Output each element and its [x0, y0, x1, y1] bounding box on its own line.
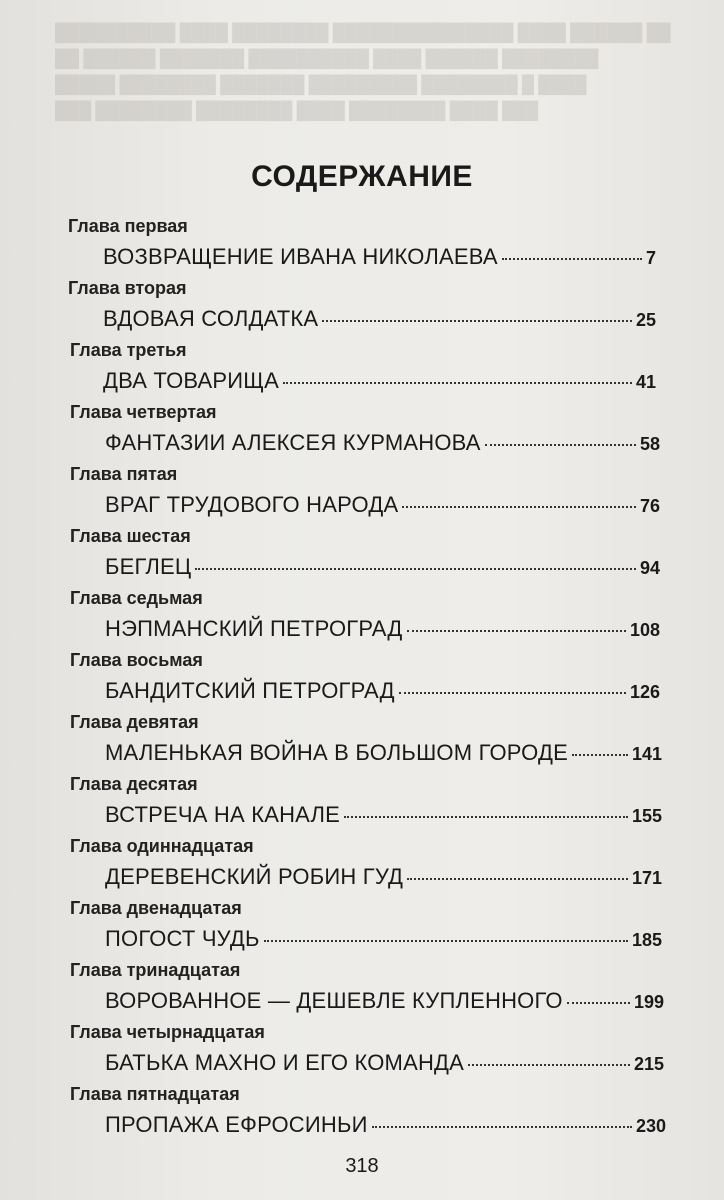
- chapter-label: Глава седьмая: [70, 588, 203, 608]
- chapter-page-number: 155: [631, 806, 662, 826]
- chapter-title: БАНДИТСКИЙ ПЕТРОГРАД: [105, 678, 395, 703]
- chapter-label: Глава первая: [68, 216, 188, 236]
- chapter-title: БЕГЛЕЦ: [105, 554, 192, 579]
- chapter-label: Глава двенадцатая: [70, 898, 242, 918]
- chapter-page-number: 141: [631, 744, 662, 764]
- toc-entry: [0, 588, 724, 650]
- toc-entry: [0, 278, 724, 340]
- toc-entry: [0, 340, 724, 402]
- dot-leader: [372, 1126, 632, 1128]
- chapter-page-number: 230: [635, 1116, 666, 1136]
- chapter-title-line: [105, 802, 662, 828]
- chapter-title: НЭПМАНСКИЙ ПЕТРОГРАД: [105, 616, 403, 641]
- chapter-title-line: [105, 926, 662, 952]
- chapter-page-number: 76: [639, 496, 660, 516]
- chapter-title: ВОРОВАННОЕ — ДЕШЕВЛЕ КУПЛЕННОГО: [105, 988, 563, 1013]
- dot-leader: [407, 630, 626, 632]
- page-title: СОДЕРЖАНИЕ: [251, 160, 473, 193]
- chapter-page-number: 215: [633, 1054, 664, 1074]
- chapter-title-line: [105, 430, 660, 456]
- chapter-title-line: [103, 244, 656, 270]
- toc-entry: [0, 216, 724, 278]
- chapter-label: Глава шестая: [70, 526, 191, 546]
- chapter-label: Глава десятая: [70, 774, 198, 794]
- bleed-through-text: ██████████ ████ ████████ ███████████████ ████ ██████ ██ ██ ██████ ███████ ██████████ ████ ██████ ████████ █████ ████████ ███████ █████████ ████████ █ ████ ███ ████████ ████████ ████ ████████ ████ ███: [55, 23, 671, 120]
- dot-leader: [344, 816, 628, 818]
- dot-leader: [567, 1002, 630, 1004]
- toc-entry: [0, 960, 724, 1022]
- chapter-title: ВОЗВРАЩЕНИЕ ИВАНА НИКОЛАЕВА: [103, 244, 498, 269]
- chapter-label: Глава вторая: [68, 278, 187, 298]
- toc-entry: [0, 898, 724, 960]
- toc-entry: [0, 774, 724, 836]
- chapter-page-number: 7: [645, 248, 656, 268]
- chapter-title-line: [105, 988, 664, 1014]
- page-number: 318: [345, 1155, 379, 1177]
- dot-leader: [402, 506, 636, 508]
- dot-leader: [264, 940, 628, 942]
- chapter-page-number: 58: [639, 434, 660, 454]
- chapter-title: ФАНТАЗИИ АЛЕКСЕЯ КУРМАНОВА: [105, 430, 481, 455]
- dot-leader: [399, 692, 626, 694]
- toc-entry: [0, 712, 724, 774]
- toc-entry: [0, 650, 724, 712]
- chapter-title: ПРОПАЖА ЕФРОСИНЬИ: [105, 1112, 368, 1137]
- chapter-label: Глава четырнадцатая: [70, 1022, 265, 1042]
- chapter-title-line: [105, 616, 660, 642]
- chapter-title: ВСТРЕЧА НА КАНАЛЕ: [105, 802, 341, 827]
- chapter-title: ДЕРЕВЕНСКИЙ РОБИН ГУД: [105, 864, 404, 889]
- chapter-label: Глава третья: [70, 340, 187, 360]
- chapter-title-line: [103, 368, 656, 394]
- toc-entry: [0, 402, 724, 464]
- dot-leader: [195, 568, 636, 570]
- chapter-title: МАЛЕНЬКАЯ ВОЙНА В БОЛЬШОМ ГОРОДЕ: [105, 740, 568, 765]
- dot-leader: [283, 382, 632, 384]
- chapter-page-number: 94: [639, 558, 660, 578]
- chapter-page-number: 41: [635, 372, 656, 392]
- chapter-title-line: [105, 740, 662, 766]
- chapter-title: ДВА ТОВАРИЩА: [103, 368, 279, 393]
- dot-leader: [407, 878, 628, 880]
- table-of-contents: [0, 216, 724, 1146]
- toc-entry: [0, 464, 724, 526]
- dot-leader: [322, 320, 632, 322]
- chapter-title-line: [105, 678, 660, 704]
- chapter-title-line: [105, 1050, 664, 1076]
- toc-entry: [0, 526, 724, 588]
- chapter-label: Глава одиннадцатая: [70, 836, 254, 856]
- toc-entry: [0, 1084, 724, 1146]
- chapter-label: Глава четвертая: [70, 402, 217, 422]
- chapter-title-line: [103, 306, 656, 332]
- chapter-page-number: 199: [633, 992, 664, 1012]
- dot-leader: [468, 1064, 630, 1066]
- chapter-page-number: 185: [631, 930, 662, 950]
- chapter-page-number: 171: [631, 868, 662, 888]
- dot-leader: [572, 754, 628, 756]
- chapter-title-line: [105, 1112, 666, 1138]
- chapter-title: ПОГОСТ ЧУДЬ: [105, 926, 260, 951]
- chapter-title: ВРАГ ТРУДОВОГО НАРОДА: [105, 492, 399, 517]
- chapter-label: Глава восьмая: [70, 650, 203, 670]
- chapter-label: Глава пятая: [70, 464, 178, 484]
- chapter-title: ВДОВАЯ СОЛДАТКА: [103, 306, 319, 331]
- chapter-label: Глава тринадцатая: [70, 960, 241, 980]
- chapter-page-number: 25: [635, 310, 656, 330]
- chapter-label: Глава пятнадцатая: [70, 1084, 240, 1104]
- dot-leader: [502, 258, 642, 260]
- chapter-title: БАТЬКА МАХНО И ЕГО КОМАНДА: [105, 1050, 465, 1075]
- chapter-title-line: [105, 492, 660, 518]
- chapter-label: Глава девятая: [70, 712, 199, 732]
- chapter-page-number: 108: [629, 620, 660, 640]
- chapter-title-line: [105, 864, 662, 890]
- chapter-page-number: 126: [629, 682, 660, 702]
- toc-entry: [0, 836, 724, 898]
- dot-leader: [485, 444, 636, 446]
- chapter-title-line: [105, 554, 660, 580]
- toc-entry: [0, 1022, 724, 1084]
